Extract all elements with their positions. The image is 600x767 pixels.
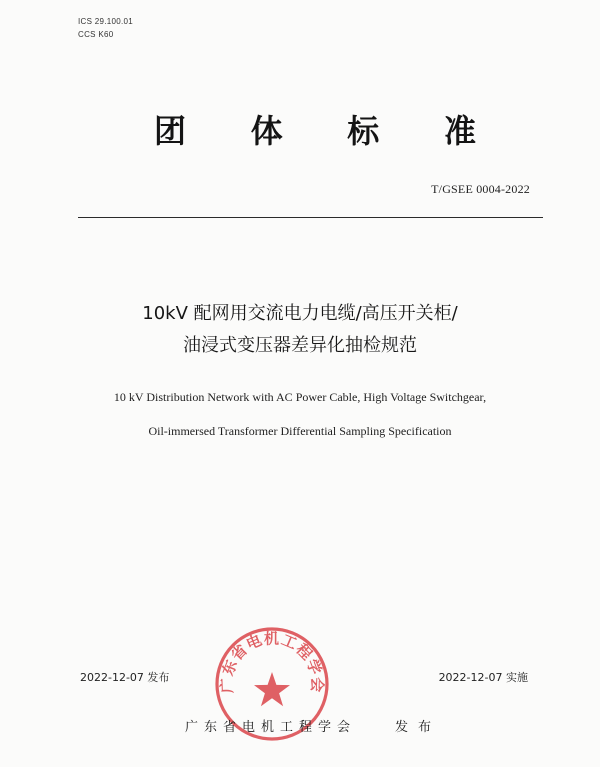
publish-label: 发布 — [395, 720, 442, 735]
english-title-line-2: Oil-immersed Transformer Differential Sampling Specification — [148, 424, 452, 438]
publisher-name: 广东省电机工程学会 — [185, 720, 357, 735]
standard-type-heading — [150, 106, 480, 152]
english-title — [0, 382, 600, 446]
implementation-date: 2022-12-07 实施 — [438, 671, 528, 684]
english-title-line-1: 10 kV Distribution Network with AC Power Cable, High Voltage Switchgear, — [113, 390, 487, 404]
chinese-title-line-1: 10kV 配网用交流电力电缆/高压开关柜/ — [142, 303, 458, 324]
svg-text:广东省电机工程学会: 广东省电机工程学会 — [217, 629, 327, 694]
classification-codes — [78, 15, 133, 41]
chinese-title — [0, 298, 600, 362]
ics-code: ICS 29.100.01 — [78, 17, 134, 26]
header-divider — [78, 217, 543, 218]
standard-type-char-4: 准 — [443, 112, 476, 150]
standard-type-char-2: 体 — [250, 112, 283, 150]
standard-number: T/GSEE 0004-2022 — [431, 182, 530, 196]
chinese-title-line-2: 油浸式变压器差异化抽检规范 — [183, 335, 417, 356]
standard-type-char-1: 团 — [153, 112, 186, 150]
ccs-code: CCS K60 — [78, 30, 114, 39]
standard-type-char-3: 标 — [347, 112, 380, 150]
issue-date: 2022-12-07 发布 — [80, 671, 170, 684]
